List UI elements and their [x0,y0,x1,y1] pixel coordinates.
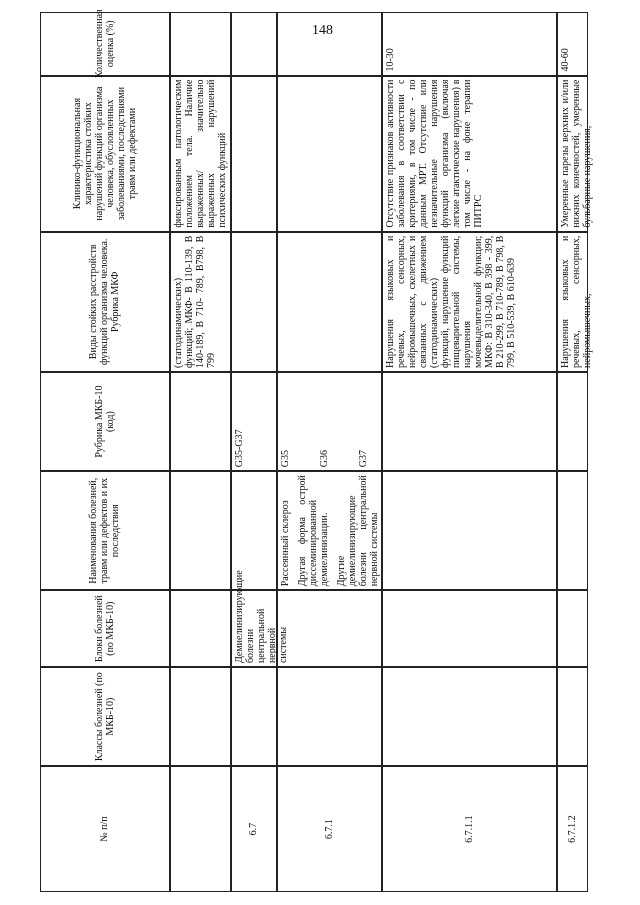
r2-name-2: Другая форма острой диссеминированной демиелинизации. [296,475,330,587]
r2-rubric [277,372,382,471]
r4-names [557,471,588,590]
r1-rubric: G35-G37 [231,372,277,471]
r1-num: 6.7 [231,766,277,892]
r0-blocks [170,590,231,667]
r2-code-2: G36 [318,449,330,468]
r1-names [231,471,277,590]
r4-clinical: Умеренные парезы верхних и/или нижних конечностей, умеренные бульбарные нарушения, [557,76,588,232]
r0-types: (статодинамических) функций; МКФ- В 110-139, В 140-189, В 710- 789, В798, В 799 [170,232,231,372]
r3-rubric [382,372,558,471]
r3-types: Нарушения языковых и речевых, сенсорных, нейромышечных, скелетных и связанных с движением (статодинамических) функций, нарушение функций пищеварительной системы, нарушения мочевыделительной функции; МКФ: В 310-340, В 398 - 399, В 210-299, В 710-789, В 798, В 799, В 510-539, В 610-639 [382,232,558,372]
r3-num: 6.7.1.1 [382,766,558,892]
r2-name-1: Рассеянный склероз [279,500,291,587]
r2-names [277,471,382,590]
r2-types [277,232,382,372]
r1-blocks: Демиелинизирующие болезни центральной нервной системы [231,590,277,667]
r4-classes [557,667,588,766]
r0-clinical: фиксированным патологическим положением тела. Наличие выраженных/ значительно выраженных нарушений психических функций [170,76,231,232]
r4-types: Нарушения языковых и речевых, сенсорных, нейромышечных, [557,232,588,372]
header-blocks: Блоки болезней (по МКБ-10) [40,590,170,667]
r2-score [277,12,382,76]
header-types: Виды стойких расстройств функций организма человека. Рубрика МКФ [40,232,170,372]
header-classes: Классы болезней (по МКБ-10) [40,667,170,766]
r1-types [231,232,277,372]
header-num: № п/п [40,766,170,892]
r2-classes [277,667,382,766]
r3-blocks [382,590,558,667]
r0-rubric [170,372,231,471]
r3-names [382,471,558,590]
r2-name-3: Другие демиелинизирующие болезни центральной нервной системы [335,475,380,587]
r3-clinical: Отсутствие признаков активности заболевания в соответствии с критериями, в том числе - по данным МРТ. Отсутствие или незначительные нарушения функций организма (включая легкие атактические нарушения) в том числе - на фоне терапии ПИТРС [382,76,558,232]
r4-num: 6.7.1.2 [557,766,588,892]
r3-score: 10-30 [382,12,558,76]
header-rubric: Рубрика МКБ-10 (код) [40,372,170,471]
r0-score [170,12,231,76]
table-grid [40,9,594,892]
r1-classes [231,667,277,766]
r4-blocks [557,590,588,667]
r4-rubric [557,372,588,471]
r4-score: 40-60 [557,12,588,76]
r0-num [170,766,231,892]
r0-names [170,471,231,590]
header-names: Наименования болезней, травм или дефектов и их последствия [40,471,170,590]
r2-clinical [277,76,382,232]
r1-clinical [231,76,277,232]
header-score: Количественная оценка (%) [40,12,170,76]
rotated-table-container [40,9,594,892]
header-clinical: Клинико-функциональная характеристика стойких нарушений функций организма человека, обусловленных заболеваниями, последствиями травм или дефектами [40,76,170,232]
r0-classes [170,667,231,766]
r2-code-3: G37 [357,449,369,468]
r1-score [231,12,277,76]
r2-num: 6.7.1 [277,766,382,892]
r3-classes [382,667,558,766]
r2-blocks [277,590,382,667]
page-number: 148 [312,23,333,38]
r2-code-1: G35 [279,449,291,468]
